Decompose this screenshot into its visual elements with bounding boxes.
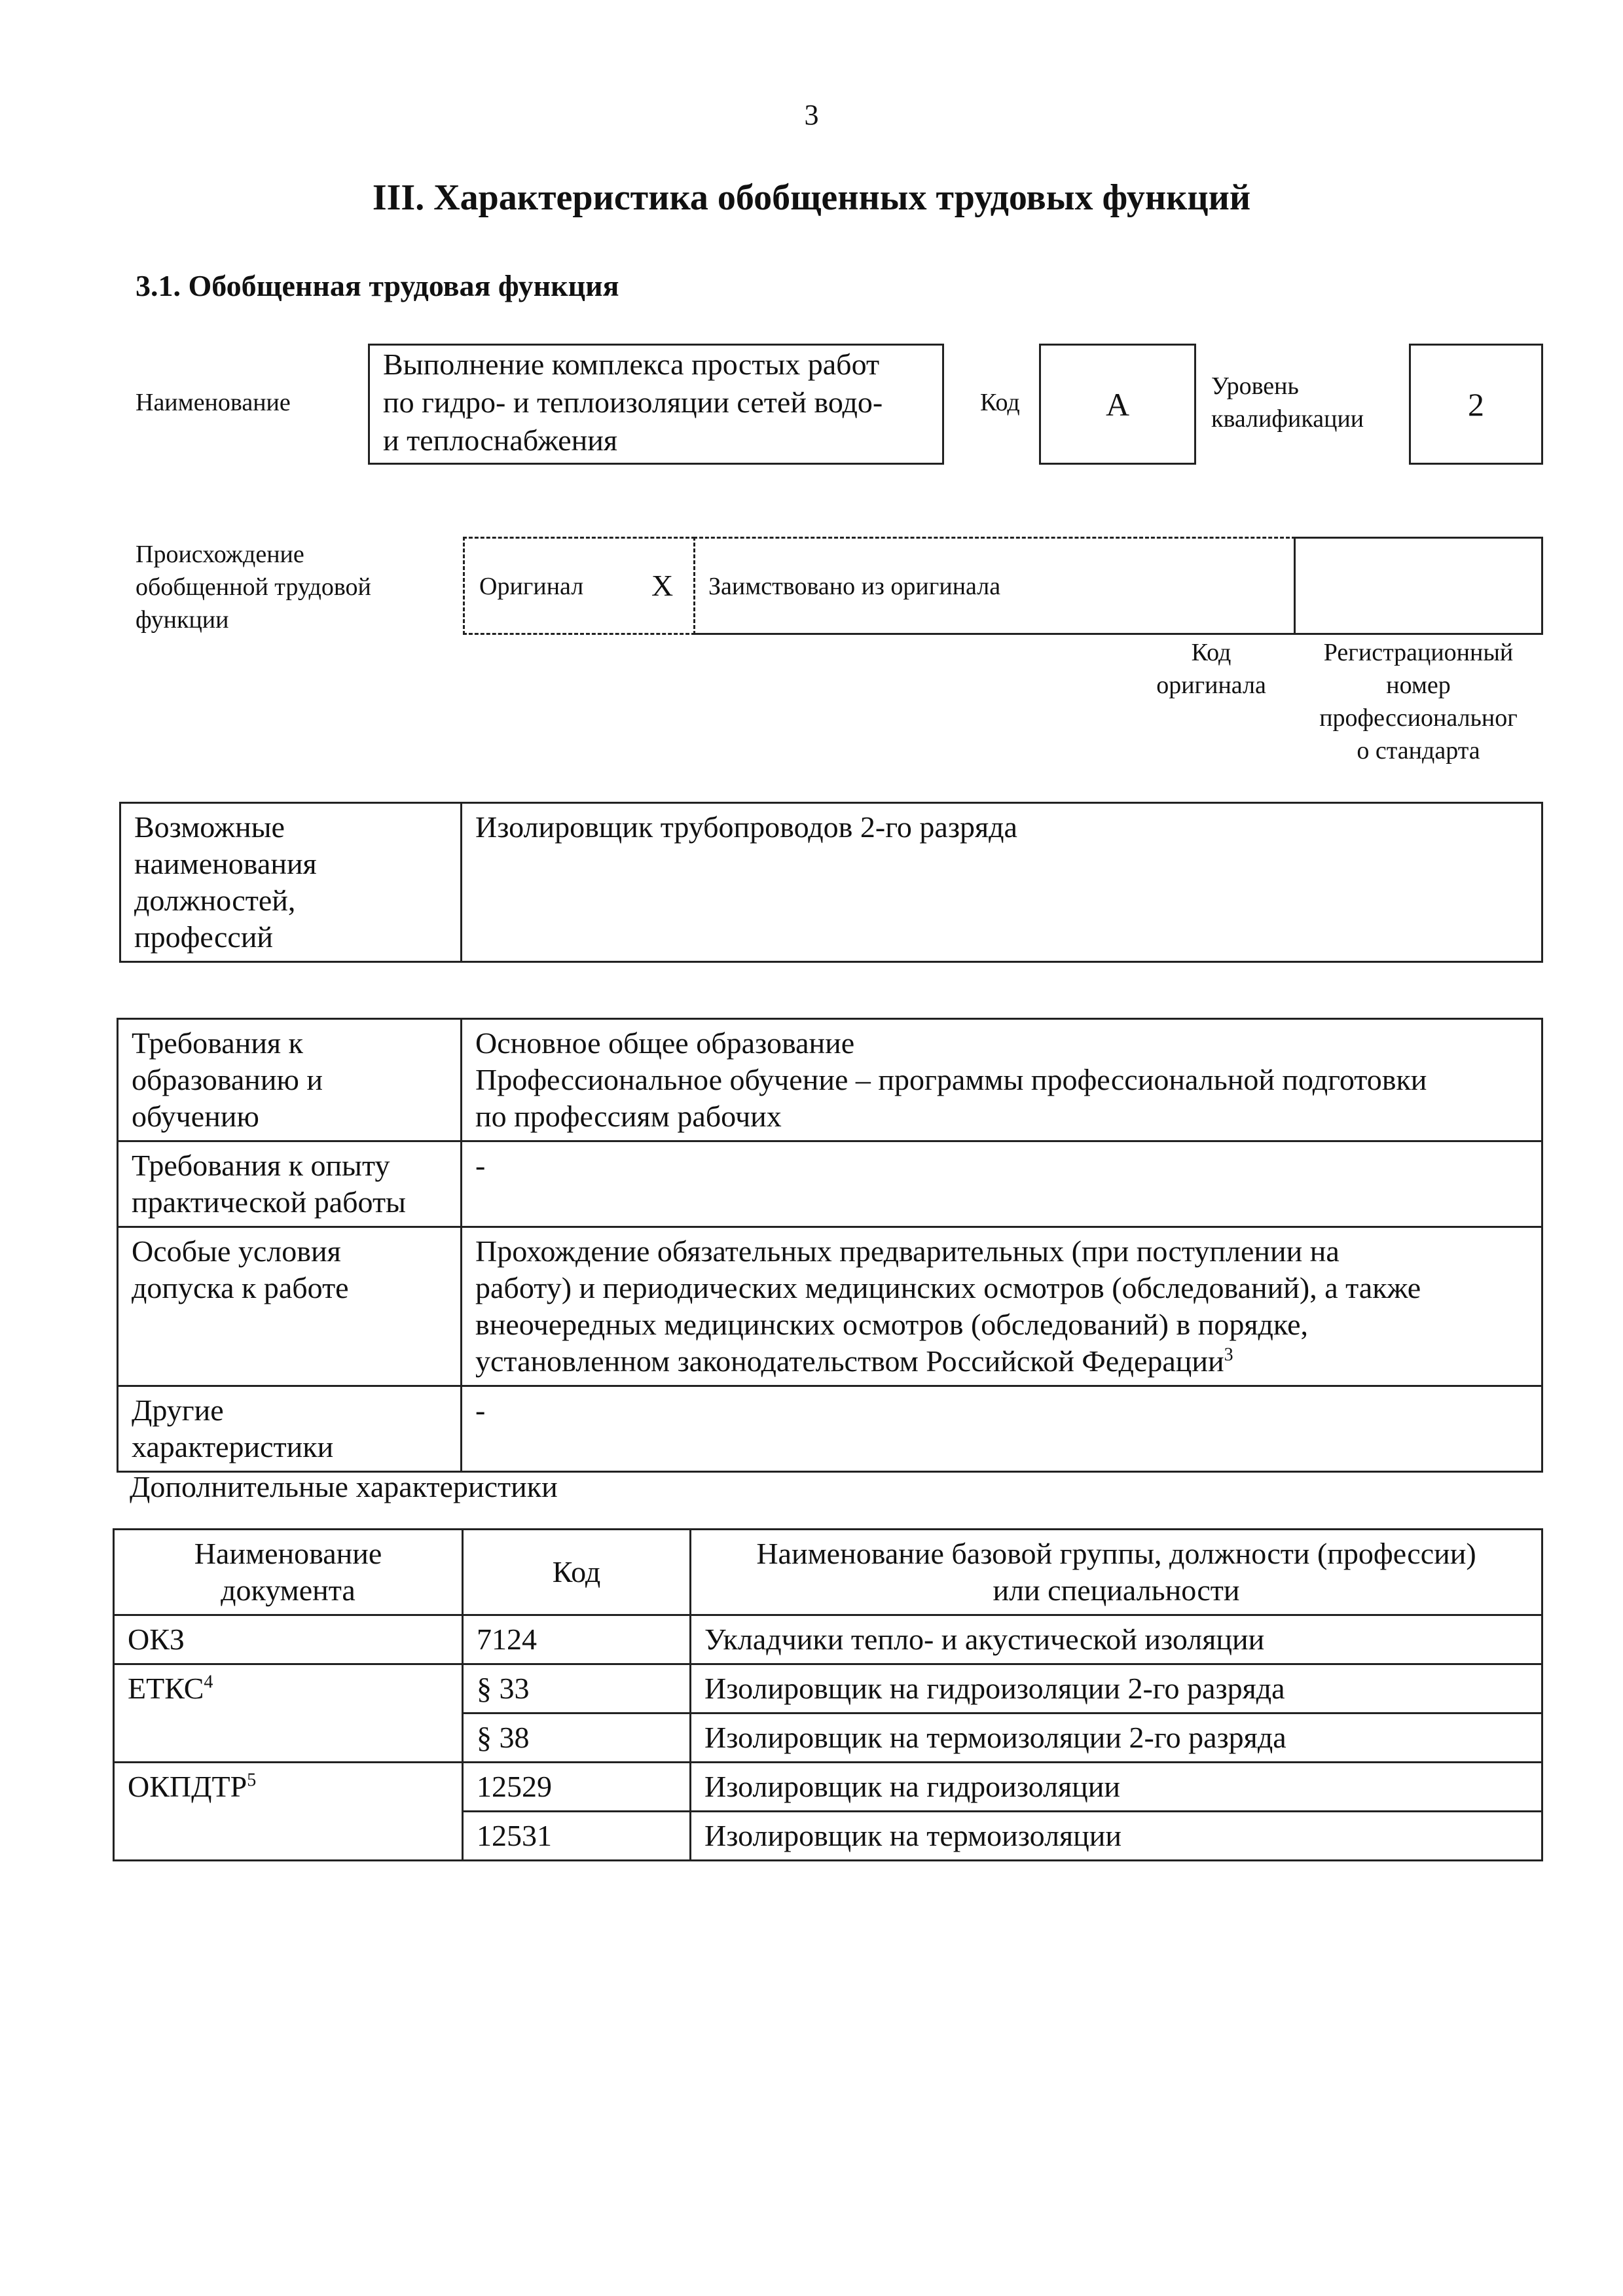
original-mark: Х xyxy=(651,569,674,602)
table-row xyxy=(118,1227,1542,1386)
header-line: Наименование базовой группы, должности (профессии) xyxy=(756,1537,1476,1570)
borrowed-cell xyxy=(693,537,1296,635)
requirement-value xyxy=(462,1019,1542,1141)
level-value: 2 xyxy=(1468,386,1484,423)
section-title: III. Характеристика обобщенных трудовых функций xyxy=(372,177,1251,218)
borrowed-label: Заимствовано из оригинала xyxy=(708,573,1001,600)
caption-line: профессиональног xyxy=(1319,704,1518,732)
doc-cell xyxy=(114,1763,463,1861)
caption-line: оригинала xyxy=(1156,672,1266,699)
page-number: 3 xyxy=(804,99,819,131)
label-line: Требования к xyxy=(132,1026,303,1060)
label-line: Особые условия xyxy=(132,1234,341,1268)
additional-title: Дополнительные характеристики xyxy=(130,1470,558,1503)
reg-number-cell xyxy=(1294,537,1543,635)
caption-line: Код xyxy=(1191,639,1231,666)
table-header-row xyxy=(114,1530,1542,1615)
subsection-title: 3.1. Обобщенная трудовая функция xyxy=(136,269,619,302)
caption-line: о стандарта xyxy=(1357,737,1480,764)
name-cell: Укладчики тепло- и акустической изоляции xyxy=(691,1615,1542,1664)
name-label: Наименование xyxy=(136,389,291,416)
requirement-label xyxy=(118,1019,462,1141)
requirement-label xyxy=(118,1227,462,1386)
label-line: профессий xyxy=(134,920,274,954)
code-cell: § 33 xyxy=(463,1664,691,1713)
label-line: Требования к опыту xyxy=(132,1149,390,1182)
header-name xyxy=(691,1530,1542,1615)
label-line: обучению xyxy=(132,1100,259,1133)
value-line: работу) и периодических медицинских осмотров (обследований), а также xyxy=(475,1271,1421,1304)
value-line: по профессиям рабочих xyxy=(475,1100,782,1133)
name-cell: Изолировщик на термоизоляции xyxy=(691,1812,1542,1861)
value-line: - xyxy=(475,1149,486,1182)
code-cell: § 38 xyxy=(463,1713,691,1763)
origin-label-line: функции xyxy=(136,606,229,634)
table-row xyxy=(114,1615,1542,1664)
name-cell: Изолировщик на термоизоляции 2-го разряда xyxy=(691,1713,1542,1763)
caption-line: номер xyxy=(1386,672,1451,699)
value-line: - xyxy=(475,1393,486,1427)
value-line xyxy=(475,1343,1528,1380)
label-line: Другие xyxy=(132,1393,224,1427)
level-value-box xyxy=(1409,344,1543,465)
original-label: Оригинал xyxy=(479,573,584,600)
name-cell: Изолировщик на гидроизоляции 2-го разряда xyxy=(691,1664,1542,1713)
footnote-mark: 4 xyxy=(204,1672,213,1693)
value-line: Прохождение обязательных предварительных (при поступлении на xyxy=(475,1234,1340,1268)
code-cell: 12529 xyxy=(463,1763,691,1812)
doc-cell xyxy=(114,1664,463,1763)
header-line: Наименование xyxy=(194,1537,382,1570)
requirement-value xyxy=(462,1227,1542,1386)
value-line: Профессиональное обучение – программы профессиональной подготовки xyxy=(475,1063,1427,1096)
level-label-line: квалификации xyxy=(1211,405,1364,433)
origin-label-line: обобщенной трудовой xyxy=(136,573,371,601)
origin-label-line: Происхождение xyxy=(136,541,304,568)
header-line: документа xyxy=(221,1573,356,1607)
table-row xyxy=(114,1763,1542,1812)
caption-line: Регистрационный xyxy=(1323,639,1514,666)
level-label xyxy=(1211,370,1364,435)
doc-text: ОКПДТР xyxy=(128,1770,247,1803)
doc-cell: ОКЗ xyxy=(114,1615,463,1664)
label-line: допуска к работе xyxy=(132,1271,349,1304)
requirement-label xyxy=(118,1141,462,1227)
code-cell: 7124 xyxy=(463,1615,691,1664)
doc-text: ЕТКС xyxy=(128,1672,204,1705)
label-line: наименования xyxy=(134,847,317,880)
label-line: характеристики xyxy=(132,1430,334,1463)
name-cell: Изолировщик на гидроизоляции xyxy=(691,1763,1542,1812)
requirement-label xyxy=(118,1386,462,1472)
table-row xyxy=(114,1664,1542,1713)
positions-value: Изолировщик трубопроводов 2-го разряда xyxy=(462,803,1542,962)
value-text: установленном законодательством Российской Федерации xyxy=(475,1344,1224,1378)
code-value: А xyxy=(1105,386,1130,423)
function-name-box xyxy=(368,344,944,465)
label-line: должностей, xyxy=(134,884,296,917)
value-line: Основное общее образование xyxy=(475,1026,855,1060)
positions-table xyxy=(119,802,1543,963)
reg-number-caption xyxy=(1294,636,1543,767)
code-original-caption xyxy=(1133,636,1290,702)
function-name-line: Выполнение комплекса простых работ xyxy=(383,348,880,381)
positions-label xyxy=(120,803,462,962)
table-row xyxy=(118,1386,1542,1472)
requirement-value xyxy=(462,1386,1542,1472)
code-value-box xyxy=(1039,344,1196,465)
label-line: практической работы xyxy=(132,1185,406,1219)
table-row xyxy=(118,1019,1542,1141)
code-cell: 12531 xyxy=(463,1812,691,1861)
header-doc xyxy=(114,1530,463,1615)
header-line: или специальности xyxy=(993,1573,1240,1607)
additional-table xyxy=(113,1528,1543,1861)
origin-label xyxy=(136,538,371,636)
function-name-line: и теплоснабжения xyxy=(383,423,618,457)
footnote-mark: 5 xyxy=(247,1770,257,1791)
code-label: Код xyxy=(980,389,1020,416)
label-line: Возможные xyxy=(134,810,285,844)
footnote-mark: 3 xyxy=(1224,1344,1233,1365)
table-row xyxy=(118,1141,1542,1227)
value-line: внеочередных медицинских осмотров (обследований) в порядке, xyxy=(475,1308,1309,1341)
requirements-table xyxy=(117,1018,1543,1473)
function-name-line: по гидро- и теплоизоляции сетей водо- xyxy=(383,386,883,419)
level-label-line: Уровень xyxy=(1211,372,1299,400)
requirement-value xyxy=(462,1141,1542,1227)
label-line: образованию и xyxy=(132,1063,323,1096)
original-cell xyxy=(463,537,695,635)
header-code: Код xyxy=(463,1530,691,1615)
